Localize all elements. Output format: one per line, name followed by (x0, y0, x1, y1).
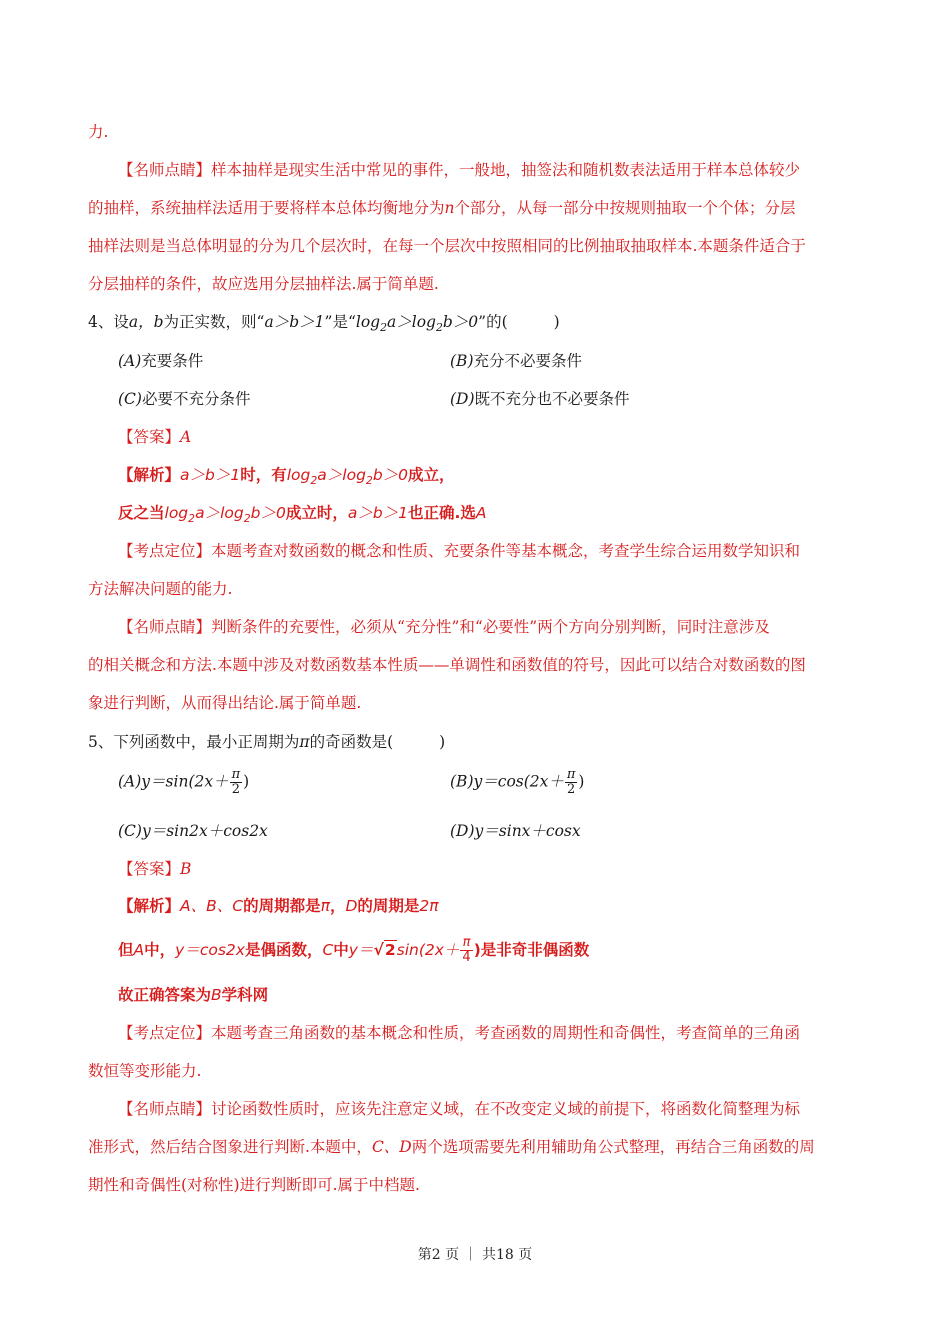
q5-option-b: (B)y＝cos(2x＋ $\frac{\pi}{2}$ ) (450, 767, 585, 797)
q4-option-c: (C)必要不充分条件 (118, 390, 251, 408)
q4-option-b: (B)充分不必要条件 (450, 352, 583, 370)
q5-analysis-line3: 故正确答案为B学科网 (118, 986, 269, 1004)
teacher-note-q3: 【名师点睛】样本抽样是现实生活中常见的事件，一般地，抽签法和随机数表法适用于样本总体较少 (118, 161, 801, 179)
q5-teacher-note: 【名师点睛】讨论函数性质时，应该先注意定义域，在不改变定义域的前提下，将函数化简整理为标 (118, 1100, 801, 1118)
q4-option-a: (A)充要条件 (118, 352, 204, 370)
q5-option-d: (D)y＝sinx＋cosx (450, 822, 581, 840)
q5-answer: 【答案】B (118, 860, 192, 878)
q5-analysis-line1: 【解析】A、B、C的周期都是π，D的周期是2π (118, 897, 439, 915)
q4-analysis-line2: 反之当$\log_2a>\log_2b>0$成立时，a＞b＞1也正确.选A (118, 504, 487, 526)
teacher-note-q3-line4: 分层抽样的条件，故应选用分层抽样法.属于简单题. (88, 275, 439, 293)
question-5-stem: 5、下列函数中，最小正周期为π的奇函数是( ) (88, 733, 446, 751)
page-footer: 第2 页 ｜ 共18 页 (417, 1247, 533, 1263)
q5-option-c: (C)y＝sin2x＋cos2x (118, 822, 268, 840)
q5-option-a: (A)y＝sin(2x＋ $\frac{\pi}{2}$ ) (118, 767, 250, 797)
q5-knowledge-point-line2: 数恒等变形能力. (88, 1062, 202, 1080)
q4-teacher-note-line3: 象进行判断，从而得出结论.属于简单题. (88, 694, 362, 712)
q5-teacher-note-line3: 期性和奇偶性(对称性)进行判断即可.属于中档题. (88, 1176, 420, 1194)
fraction-pi-over-2: $\frac{\pi}{2}$ (566, 767, 576, 797)
q5-teacher-note-line2: 准形式，然后结合图象进行判断.本题中，C、D两个选项需要先利用辅助角公式整理，再结合三角函数的周 (88, 1138, 815, 1156)
q5-knowledge-point: 【考点定位】本题考查三角函数的基本概念和性质，考查函数的周期性和奇偶性，考查简单的三角函 (118, 1024, 801, 1042)
q4-answer: 【答案】A (118, 428, 192, 446)
q4-teacher-note-line2: 的相关概念和方法.本题中涉及对数函数基本性质——单调性和函数值的符号，因此可以结合对数函数的图 (88, 656, 806, 674)
fraction-pi-over-2: $\frac{\pi}{2}$ (231, 767, 241, 797)
continuation-text: 力. (88, 123, 109, 141)
question-4-stem: 4、设a，b为正实数，则“a＞b＞1”是“$\log_2a>\log_2b>0$”的( ) (88, 313, 560, 335)
q4-knowledge-point: 【考点定位】本题考查对数函数的概念和性质、充要条件等基本概念，考查学生综合运用数学知识和 (118, 542, 801, 560)
q4-knowledge-point-line2: 方法解决问题的能力. (88, 580, 233, 598)
q4-option-d: (D)既不充分也不必要条件 (450, 390, 630, 408)
teacher-note-q3-line3: 抽样法则是当总体明显的分为几个层次时，在每一个层次中按照相同的比例抽取抽取样本.本题条件适合于 (88, 237, 806, 255)
q4-teacher-note: 【名师点睛】判断条件的充要性，必须从“充分性”和“必要性”两个方向分别判断，同时注意涉及 (118, 618, 770, 636)
q4-analysis-line1: 【解析】a＞b＞1时，有$\log_2a>\log_2b>0$成立， (118, 466, 455, 488)
sqrt-symbol: √2 (373, 941, 396, 959)
fraction-pi-over-4: $\frac{\pi}{4}$ (462, 935, 471, 965)
q5-analysis-line2: 但A中，y＝cos2x是偶函数，C中y＝√2sin(2x＋ $\frac{\pi}{4}$ )是非奇非偶函数 (118, 935, 590, 965)
teacher-note-q3-line2: 的抽样，系统抽样法适用于要将样本总体均衡地分为n个部分，从每一部分中按规则抽取一个个体；分层 (88, 199, 796, 217)
